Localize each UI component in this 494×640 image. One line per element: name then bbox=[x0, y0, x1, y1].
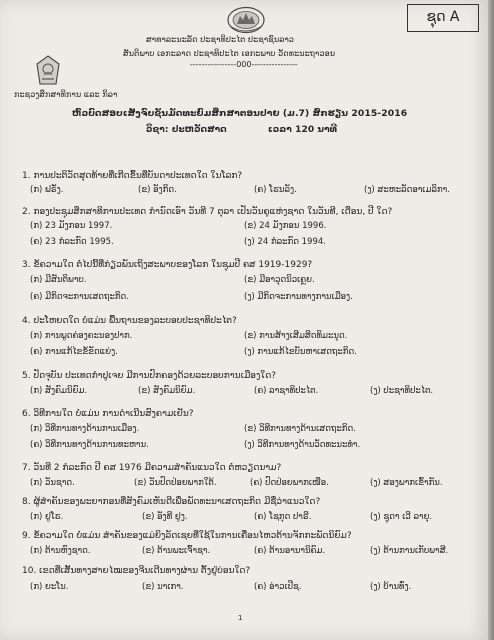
question-4: 4. ປະໂຫຍດໃດ ບໍ່ແມ່ນ ພື້ນຖານຂອງລະບອບປະຊາທິປະໄຕ? bbox=[22, 316, 237, 326]
q3-option-c: (ຄ) ມີກິດຈະການເສດຖະກິດ. bbox=[30, 292, 129, 302]
q9-option-b: (ຂ) ຕ້ານພະເຈົ້າຊາ. bbox=[142, 546, 211, 556]
exam-title: ຫົວບົດສອບເສັງຈົບຊັ້ນມັດທະຍົມສຶກສາຕອນປາຍ (ມ.7) ສົກຮຽນ 2015-2016 bbox=[72, 108, 408, 119]
ministry-emblem bbox=[35, 54, 61, 88]
q5-option-c: (ຄ) ລາຊາທິປະໄຕ. bbox=[254, 386, 319, 396]
q3-option-d: (ງ) ມີກິດຈະການທາງການເມືອງ. bbox=[244, 292, 353, 302]
q1-option-d: (ງ) ສະຫະລັດອາເມລິກາ. bbox=[364, 185, 450, 195]
question-8: 8. ຜູ້ສຳຄັນຂອງພະຍາກອນທີ່ສັງຄົມເຫັນດີເພື່ອພັດທະນາເສດຖະກິດ ມີຊື່ວ່າແນວໃດ? bbox=[22, 497, 321, 507]
question-10: 10. ເຂດທີ່ເສັ້ນທາງສາຍໄໝຂອງຈີນເດີນທາງຜ່ານ ຕັ້ງຢູ່ບ່ອນໃດ? bbox=[22, 566, 251, 576]
q3-option-b: (ຂ) ມີອາວຸດນິວເຄຼຍ. bbox=[244, 275, 315, 285]
duration-label: ເວລາ 120 ນາທີ bbox=[268, 125, 338, 135]
q5-option-b: (ຂ) ສັງຄົມນິຍົມ. bbox=[138, 386, 196, 396]
republic-line: ສາທາລະນະລັດ ປະຊາທິປະໄຕ ປະຊາຊົນລາວ bbox=[146, 35, 295, 44]
question-2: 2. ກອງປະຊຸມສຶກສາທິການປະເທດ ກຳນົດເອົາ ວັນທີ 7 ຕຸລາ ເປັນວັນຄູແຫ່ງຊາດ ໃນວັນທີ, ເດືອນ, ປີ ໃດ? bbox=[22, 207, 393, 217]
q4-option-b: (ຂ) ການສ້າງເສີມສິດທິມະນຸດ. bbox=[244, 331, 348, 341]
q8-option-a: (ກ) ຢູໂຮ. bbox=[30, 512, 64, 522]
question-9: 9. ຂໍ້ຄວາມໃດ ບໍ່ແມ່ນ ສຳຄັນຂອງແມ່ຍິງລັດເຊຍທີ່ໃຊ້ໃນການເຄື່ອນໄຫວຕ້ານຈັກກະພັດນິຍົມ? bbox=[22, 531, 352, 541]
q4-option-d: (ງ) ການແກ້ໄຂບັນຫາເສດຖະກິດ. bbox=[244, 347, 357, 357]
question-3: 3. ຂໍ້ຄວາມໃດ ຕໍ່ໄປນີ້ທີ່ກ່ຽວພັນເຖິງສະພາບຂອງໂລກ ໃນຊຸມປີ ຄສ 1919-1929? bbox=[22, 260, 313, 270]
q9-option-c: (ຄ) ຕ້ານອານານິຄົມ. bbox=[254, 546, 326, 556]
ministry-name: ກະຊວງສຶກສາທິການ ແລະ ກິລາ bbox=[14, 90, 118, 99]
q10-option-d: (ງ) ບ້ານທົ່ງ. bbox=[370, 582, 412, 592]
q9-option-d: (ງ) ຕ້ານການເກັບພາສີ. bbox=[370, 546, 449, 556]
q2-option-a: (ກ) 23 ມັງກອນ 1997. bbox=[30, 221, 113, 231]
q9-option-a: (ກ) ຕ້ານຫົງຊາດ. bbox=[30, 546, 91, 556]
question-5: 5. ປັດຈຸບັນ ປະເທດກຳປູເຈຍ ມີການປົກຄອງດ້ວຍລະບອບການເມືອງໃດ? bbox=[22, 371, 277, 381]
page-edge-shadow bbox=[488, 0, 494, 640]
q4-option-a: (ກ) ການພູດຄ່ອງຄະນອງປາກ. bbox=[30, 331, 133, 341]
q6-option-b: (ຂ) ວິທີການທາງດ້ານເສດຖະກິດ. bbox=[244, 424, 356, 434]
subject-label: ວິຊາ: ປະຫວັດສາດ bbox=[146, 125, 227, 135]
q6-option-a: (ກ) ວິທີການທາງດ້ານການເມືອງ. bbox=[30, 424, 140, 434]
q7-option-c: (ຄ) ປົດປ່ອຍພາກເໜືອ. bbox=[250, 478, 329, 488]
q7-option-b: (ຂ) ວັນປົດປ່ອຍພາກໃຕ້. bbox=[134, 478, 217, 488]
q2-option-d: (ງ) 24 ກໍລະກົດ 1994. bbox=[244, 237, 326, 247]
q1-option-a: (ກ) ຟຣັ່ງ. bbox=[30, 185, 64, 195]
q7-option-d: (ງ) ສອງພາກເຂົ້າກັນ. bbox=[370, 478, 443, 488]
q8-option-b: (ຂ) ອັງທີ ຢູງ. bbox=[142, 512, 188, 522]
q6-option-c: (ຄ) ວິທີການທາງດ້ານການທະຫານ. bbox=[30, 440, 149, 450]
q4-option-c: (ຄ) ການແກ້ໄຂຂໍ້ຂັດແຍ່ງ. bbox=[30, 347, 118, 357]
q5-option-a: (ກ) ສັງຄົມນິຍົມ. bbox=[30, 386, 88, 396]
question-7: 7. ວັນທີ 2 ກໍລະກົດ ປີ ຄສ 1976 ມີຄວາມສຳຄັນແນວໃດ ຕໍ່ຫວຽດນາມ? bbox=[22, 463, 282, 473]
q10-option-b: (ຂ) ນາເກາ. bbox=[142, 582, 184, 592]
q10-option-c: (ຄ) ອ່າວເປີຊ. bbox=[254, 582, 302, 592]
q10-option-a: (ກ) ຍະໂນ. bbox=[30, 582, 69, 592]
q1-option-b: (ຂ) ອັງກິດ. bbox=[138, 185, 177, 195]
q7-option-a: (ກ) ວັນຊາດ. bbox=[30, 478, 75, 488]
q8-option-d: (ງ) ຊູດາ ເວີ ລາຍຸ. bbox=[370, 512, 433, 522]
dash-divider: ----------------000---------------- bbox=[190, 60, 298, 69]
q3-option-a: (ກ) ມີສັນຕິພາບ. bbox=[30, 275, 87, 285]
q1-option-c: (ຄ) ໂຮນລັງ. bbox=[254, 185, 297, 195]
national-emblem bbox=[226, 6, 266, 34]
exam-set-box: ຊຸດ A bbox=[407, 4, 479, 32]
q8-option-c: (ຄ) ໂຊກຸດ ປາຣີ. bbox=[254, 512, 312, 522]
page-number: 1 bbox=[238, 614, 243, 622]
q5-option-d: (ງ) ປະຊາທິປະໄຕ. bbox=[370, 386, 434, 396]
q2-option-c: (ຄ) 23 ກໍລະກົດ 1995. bbox=[30, 237, 114, 247]
q2-option-b: (ຂ) 24 ມັງກອນ 1996. bbox=[244, 221, 327, 231]
question-1: 1. ການປະຕິວັດສຸດທ້າຍທີ່ເກີດຂຶ້ນທີ່ບັນດາປະເທດໃດ ໃນໂລກ? bbox=[22, 171, 243, 181]
q6-option-d: (ງ) ວິທີການທາງດ້ານວັດທະນະທຳ. bbox=[244, 440, 361, 450]
motto-line: ສັນຕິພາບ ເອກະລາດ ປະຊາທິປະໄຕ ເອກະພາບ ວັດທະນະຖາວອນ bbox=[123, 49, 336, 58]
question-6: 6. ວິທີການໃດ ບໍ່ແມ່ນ ການດຳເນີນສົງຄາມເຢັນ? bbox=[22, 409, 194, 419]
